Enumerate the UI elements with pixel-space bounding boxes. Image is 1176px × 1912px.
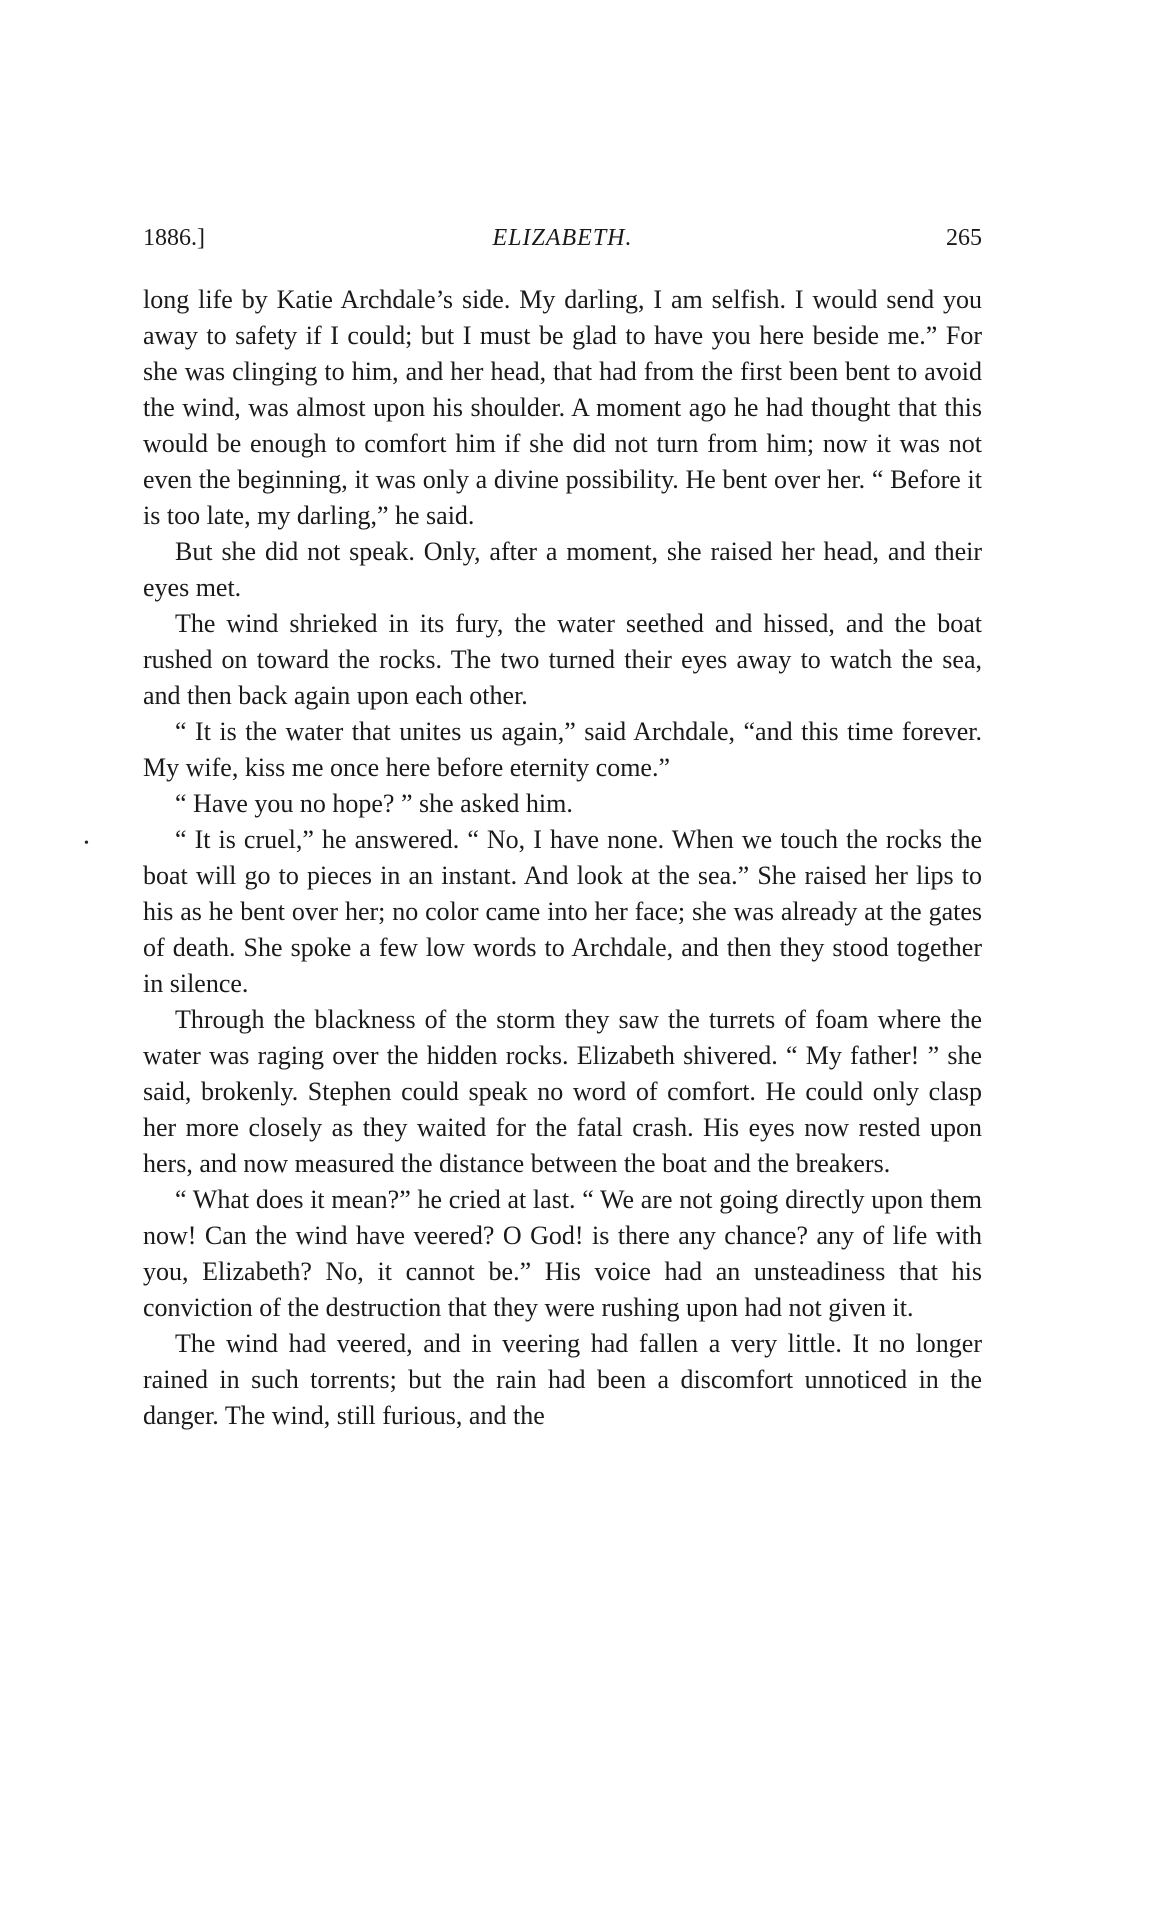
paragraph: But she did not speak. Only, after a moment, she raised her head, and their eyes met. [143, 537, 982, 602]
paragraph: “ What does it mean?” he cried at last. “ We are not going directly upon them now! Can the wind have veered? O God! is there any chance? any of life with you, Elizabeth? No, it cannot be.” His voice had an unsteadiness that his conviction of the destruction that they were rushing upon had not given it. [143, 1185, 982, 1322]
running-header [143, 218, 982, 258]
paragraph: “ It is the water that unites us again,” said Archdale, “and this time forever. My wife, kiss me once here before eternity come.” [143, 717, 982, 782]
paragraph: Through the blackness of the storm they saw the turrets of foam where the water was raging over the hidden rocks. Elizabeth shivered. “ My father! ” she said, brokenly. Stephen could speak no word of comfort. He could only clasp her more closely as they waited for the fatal crash. His eyes now rested upon hers, and now measured the distance between the boat and the breakers. [143, 1005, 982, 1178]
page-body [143, 282, 982, 1434]
paragraph: long life by Katie Archdale’s side. My darling, I am selfish. I would send you away to safety if I could; but I must be glad to have you here beside me.” For she was clinging to him, and her head, that had from the first been bent to avoid the wind, was almost upon his shoulder. A moment ago he had thought that this would be enough to comfort him if she did not turn from him; now it was not even the beginning, it was only a divine possibility. He bent over her. “ Before it is too late, my darling,” he said. [143, 285, 982, 530]
paragraph: “ It is cruel,” he answered. “ No, I have none. When we touch the rocks the boat will go to pieces in an instant. And look at the sea.” She raised her lips to his as he bent over her; no color came into her face; she was already at the gates of death. She spoke a few low words to Archdale, and then they stood together in silence. [143, 825, 982, 998]
paragraph: The wind shrieked in its fury, the water seethed and hissed, and the boat rushed on toward the rocks. The two turned their eyes away to watch the sea, and then back again upon each other. [143, 609, 982, 710]
paragraph: The wind had veered, and in veering had fallen a very little. It no longer rained in such torrents; but the rain had been a discomfort unnoticed in the danger. The wind, still furious, and the [143, 1329, 982, 1430]
header-title: ELIZABETH. [492, 225, 633, 251]
header-year: 1886.] [143, 225, 205, 251]
paragraph: “ Have you no hope? ” she asked him. [175, 789, 573, 818]
page-number: 265 [946, 225, 982, 251]
ink-speck: • [84, 836, 89, 851]
